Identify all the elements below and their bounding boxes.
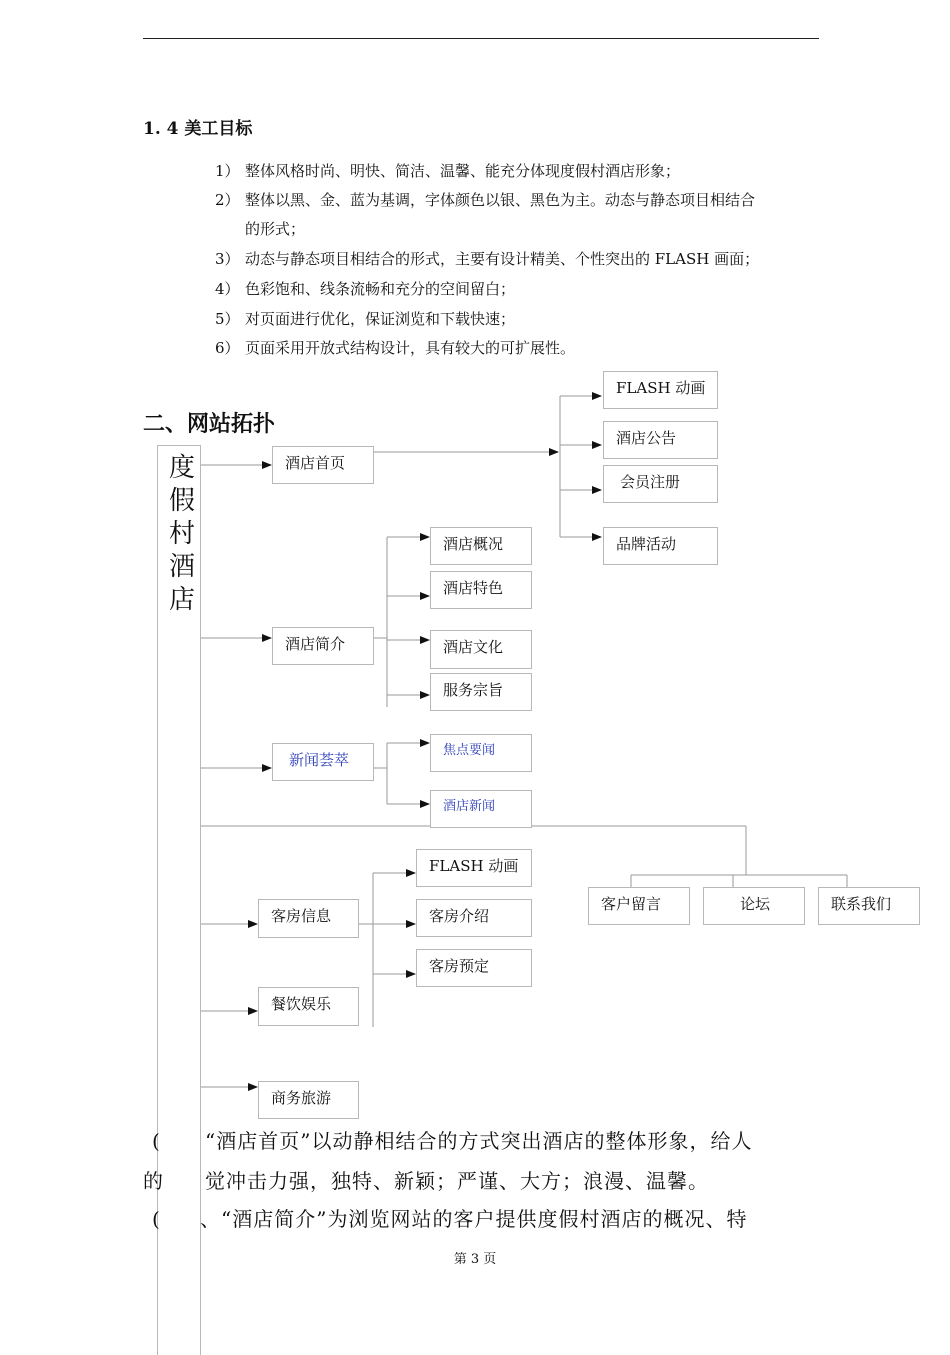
node-home-notice: 酒店公告	[603, 421, 718, 459]
node-intro-overview: 酒店概况	[430, 527, 532, 565]
list-text: 整体以黑、金、蓝为基调，字体颜色以银、黑色为主。动态与静态项目相结合	[245, 191, 756, 209]
node-news: 新闻荟萃	[272, 743, 374, 781]
section-heading-topology: 二、网站拓扑	[143, 411, 276, 437]
paragraph-line: 、“酒店简介”为浏览网站的客户提供度假村酒店的概况、特	[200, 1207, 748, 1231]
node-home-flash: FLASH 动画	[603, 371, 718, 409]
section-heading-1-4: 1. 4 美工目标	[143, 119, 253, 139]
list-text: 对页面进行优化，保证浏览和下载快速；	[245, 310, 516, 328]
paragraph-line: “酒店首页”以动静相结合的方式突出酒店的整体形象，给人	[205, 1129, 753, 1153]
paragraph-fragment: (	[152, 1129, 161, 1153]
list-number: 5）	[215, 310, 240, 328]
page-number: 第 3 页	[453, 1252, 497, 1267]
node-intro-feature: 酒店特色	[430, 571, 532, 609]
list-number: 2）	[215, 191, 240, 209]
node-news-focus: 焦点要闻	[430, 734, 532, 772]
list-text: 的形式；	[245, 220, 306, 238]
node-home-register: 会员注册	[603, 465, 718, 503]
paragraph-fragment: (	[152, 1207, 161, 1231]
node-home-brand: 品牌活动	[603, 527, 718, 565]
list-number: 4）	[215, 280, 240, 298]
paragraph-fragment: 的	[143, 1169, 164, 1193]
node-travel: 商务旅游	[258, 1081, 359, 1119]
node-home: 酒店首页	[272, 446, 374, 484]
list-text: 页面采用开放式结构设计，具有较大的可扩展性。	[245, 339, 576, 357]
list-number: 3）	[215, 250, 240, 268]
node-intro: 酒店简介	[272, 627, 374, 665]
list-text: 动态与静态项目相结合的形式，主要有设计精美、个性突出的 FLASH 画面；	[245, 250, 760, 268]
node-rooms-intro: 客房介绍	[416, 899, 532, 937]
list-text: 整体风格时尚、明快、简洁、温馨、能充分体现度假村酒店形象；	[245, 162, 681, 180]
node-rooms-flash: FLASH 动画	[416, 849, 532, 887]
paragraph-line: 觉冲击力强，独特、新颖；严谨、大方；浪漫、温馨。	[205, 1169, 709, 1193]
node-forum: 论坛	[703, 887, 805, 925]
list-number: 1）	[215, 162, 240, 180]
node-dining: 餐饮娱乐	[258, 987, 359, 1026]
list-text: 色彩饱和、线条流畅和充分的空间留白；	[245, 280, 516, 298]
node-intro-culture: 酒店文化	[430, 630, 532, 669]
node-rooms-booking: 客房预定	[416, 949, 532, 987]
node-news-hotel: 酒店新闻	[430, 790, 532, 828]
root-node-label: 度假村酒店	[169, 453, 196, 615]
node-rooms: 客房信息	[258, 899, 359, 938]
node-intro-service: 服务宗旨	[430, 673, 532, 711]
node-contact: 联系我们	[818, 887, 920, 925]
node-guestbook: 客户留言	[588, 887, 690, 925]
list-number: 6）	[215, 339, 240, 357]
